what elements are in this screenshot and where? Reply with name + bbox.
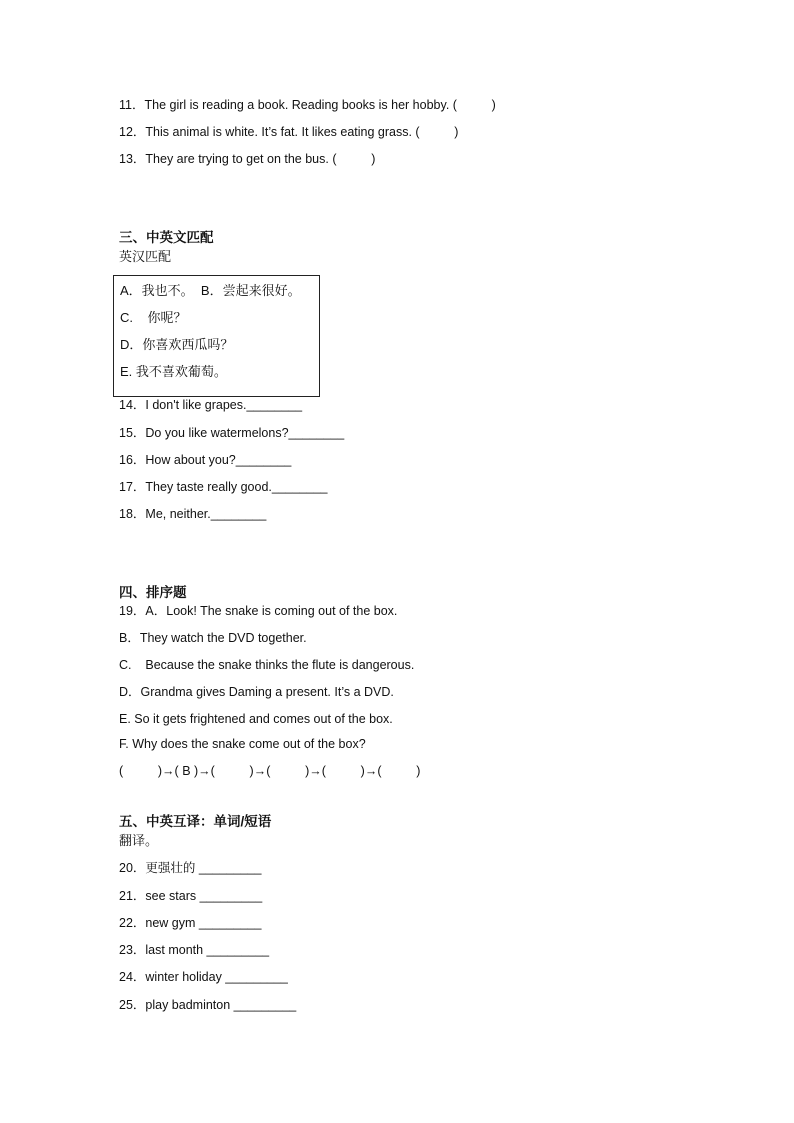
question-20: 20．更强壮的 _________ [119,861,262,875]
option-c: C. 你呢？ [120,310,187,325]
section5-subtitle: 翻译。 [119,833,159,848]
section4-title: 四、排序题 [119,585,187,600]
section3-subtitle: 英汉匹配 [119,249,172,264]
sentence-f: F. Why does the snake come out of the box? [119,737,366,751]
sentence-c: C. Because the snake thinks the flute is dangerous. [119,658,415,672]
options-box [113,275,320,397]
order-answer-line: ( )→( B )→( )→( )→( )→( ) [119,764,421,778]
question-21: 21．see stars _________ [119,889,263,903]
question-17: 17．They taste really good.________ [119,480,328,494]
option-e: E. 我不喜欢葡萄。 [120,364,227,379]
question-16: 16．How about you?________ [119,453,292,467]
option-a-b: A．我也不。 B．尝起来很好。 [120,283,301,298]
question-19-a: 19．A．Look! The snake is coming out of the box. [119,604,398,618]
option-d: D．你喜欢西瓜吗？ [120,337,234,352]
sentence-b: B．They watch the DVD together. [119,631,307,645]
question-23: 23．last month _________ [119,943,270,957]
question-11: 11．The girl is reading a book. Reading books is her hobby. ( ) [119,98,496,112]
section5-title: 五、中英互译：单词/短语 [119,814,272,829]
section3-title: 三、中英文匹配 [119,230,214,245]
question-13: 13．They are trying to get on the bus. ( ) [119,152,376,166]
sentence-d: D．Grandma gives Daming a present. It’s a DVD. [119,685,394,699]
question-15: 15．Do you like watermelons?________ [119,426,345,440]
question-25: 25．play badminton _________ [119,998,297,1012]
question-12: 12．This animal is white. It’s fat. It likes eating grass. ( ) [119,125,459,139]
question-14: 14．I don't like grapes.________ [119,398,303,412]
question-18: 18．Me, neither.________ [119,507,267,521]
sentence-e: E. So it gets frightened and comes out of the box. [119,712,393,726]
question-24: 24．winter holiday _________ [119,970,288,984]
question-22: 22．new gym _________ [119,916,262,930]
